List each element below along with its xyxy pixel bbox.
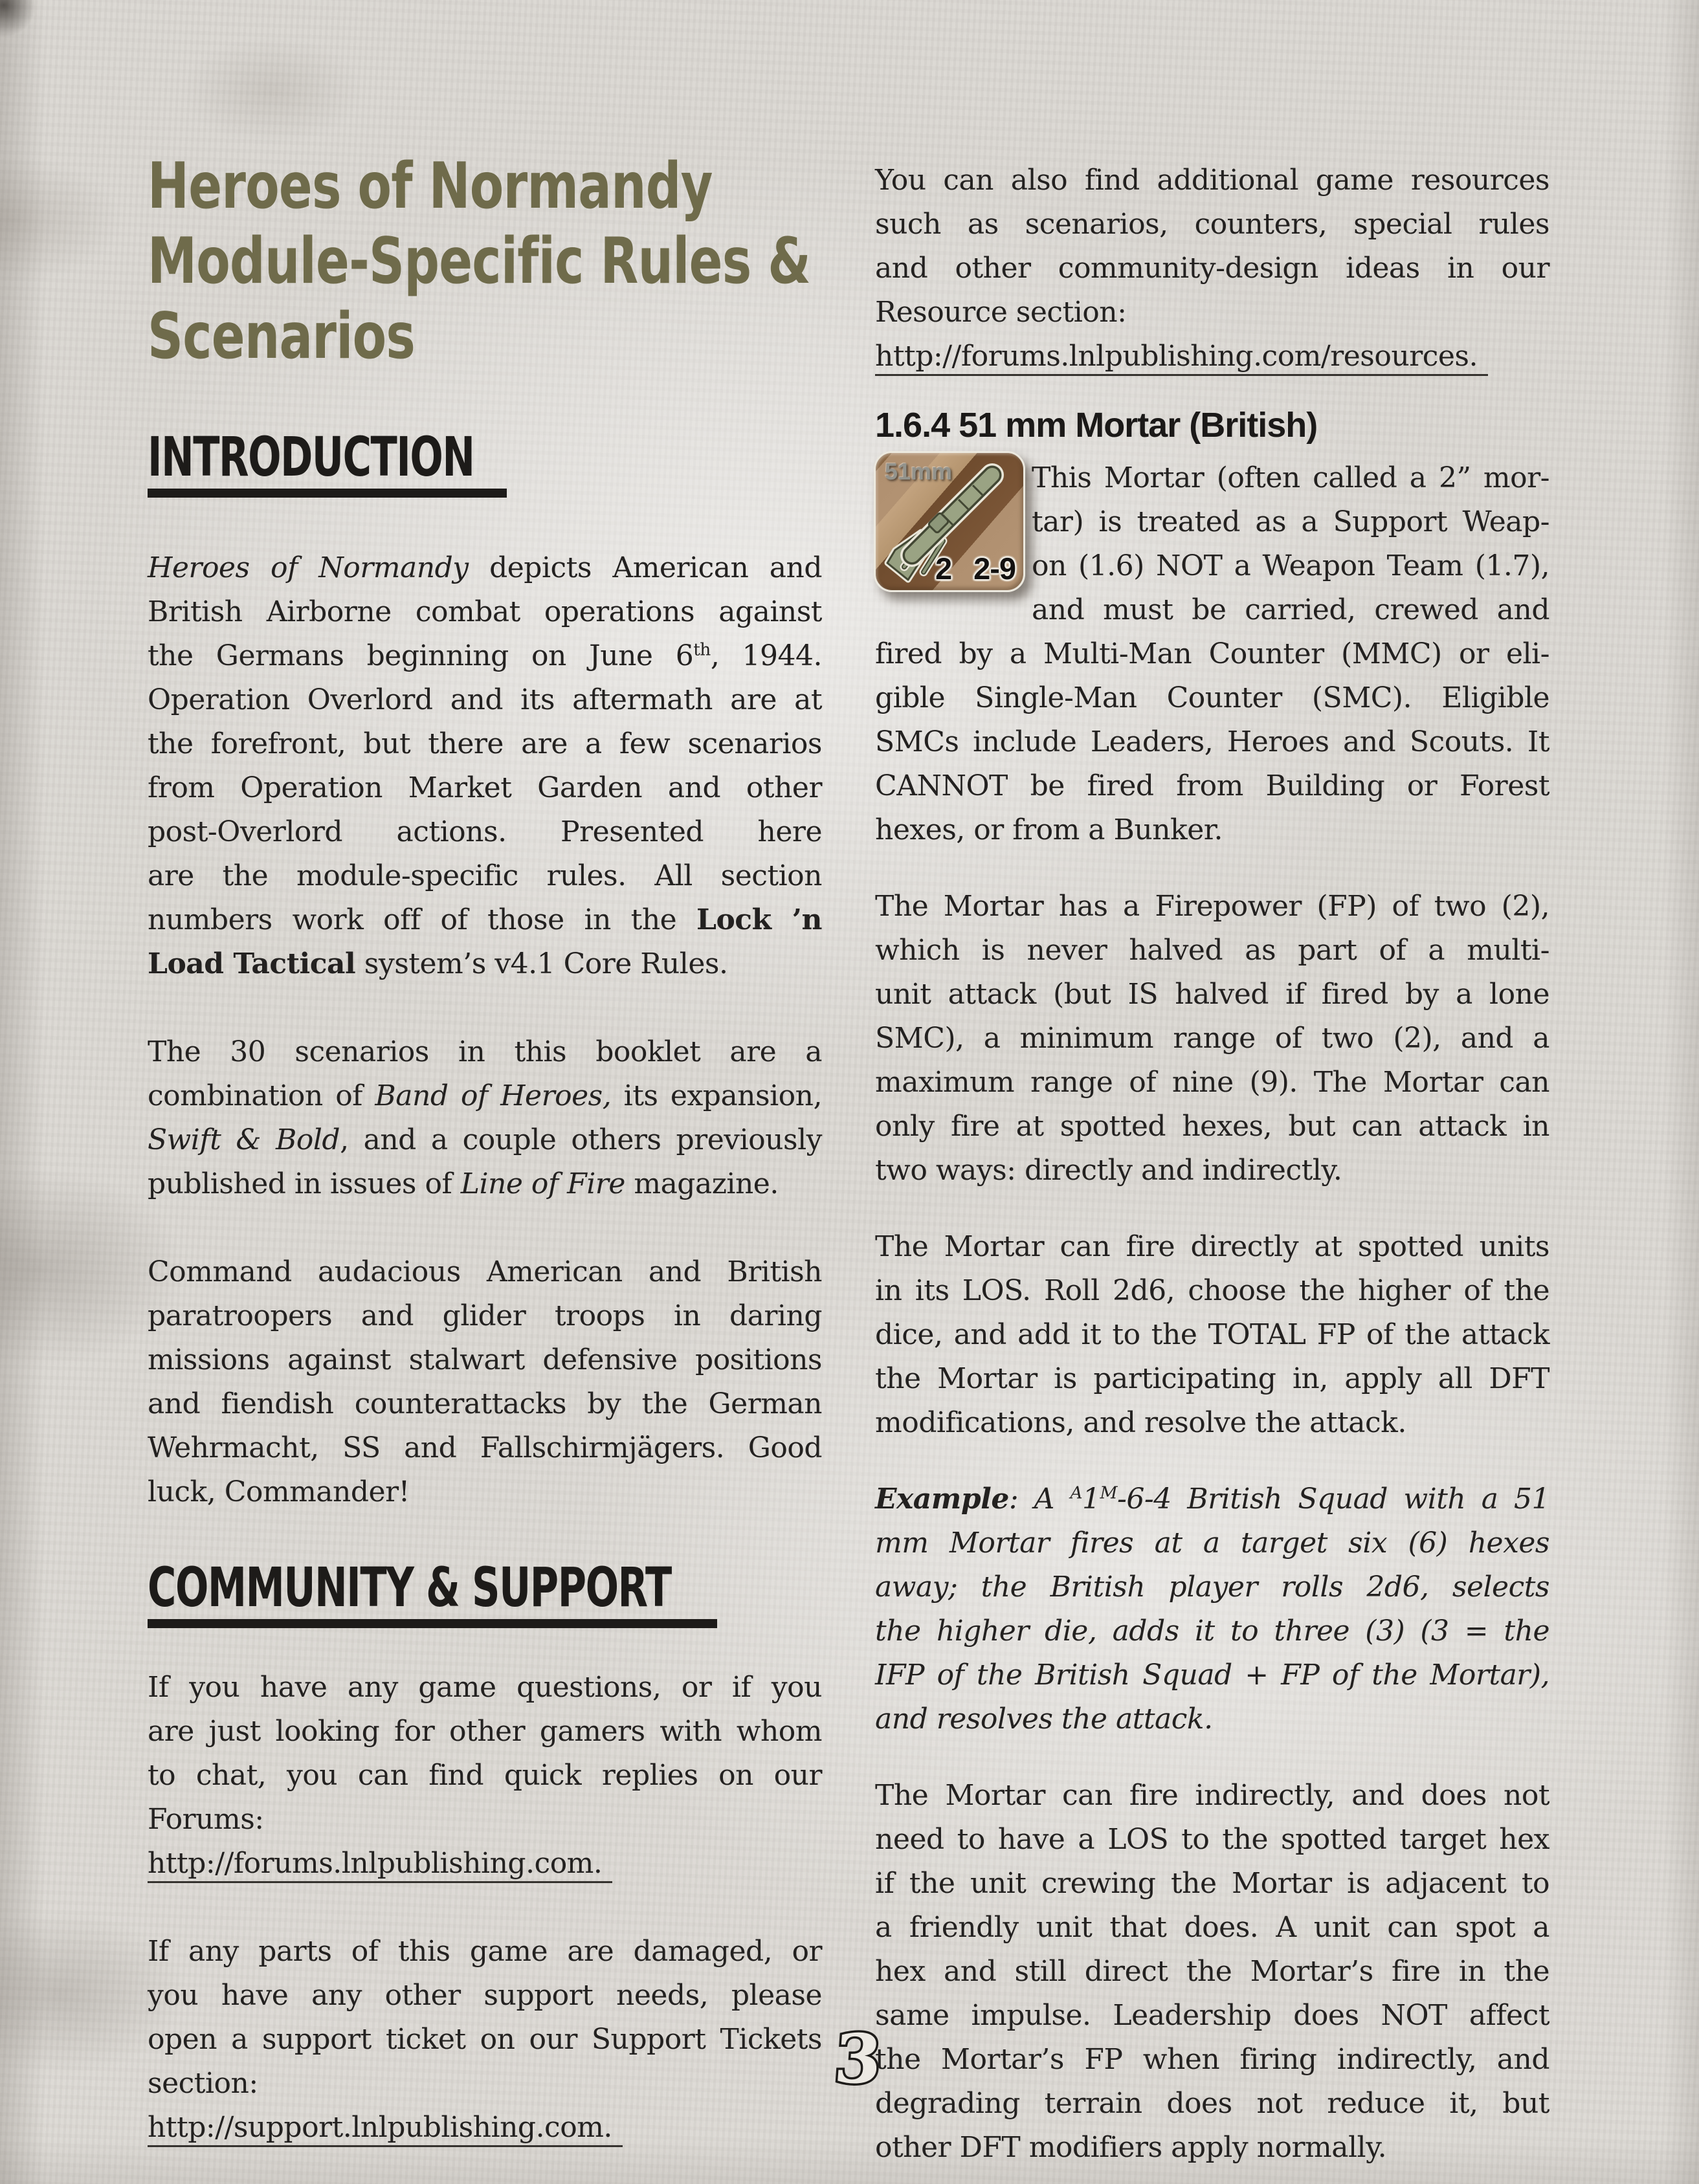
text-segment: you have any other support needs, please — [148, 1979, 822, 2012]
text-line — [875, 1477, 1549, 1521]
page-number-glyph: 3 — [832, 2019, 885, 2099]
text-line — [875, 929, 1549, 973]
intro-paragraph-3 — [148, 1250, 822, 1514]
mortar-section — [875, 456, 1549, 852]
text-segment: the Mortar’s FP when firing indirectly, and — [875, 2043, 1549, 2076]
text-line — [148, 546, 822, 590]
section-heading-introduction — [148, 425, 822, 498]
text-segment: need to have a LOS to the spotted target hex — [875, 1823, 1549, 1856]
text-segment: published in issues of — [148, 1167, 461, 1200]
text-line — [875, 885, 1549, 929]
text-segment: tar) is treated as a Support Weap- — [1032, 505, 1549, 538]
mortar-example-paragraph — [875, 1477, 1549, 1741]
intro-paragraph-2 — [148, 1030, 822, 1206]
text-segment: dice, and add it to the TOTAL FP of the attack — [875, 1318, 1549, 1351]
mortar-paragraph-firepower — [875, 885, 1549, 1193]
text-line — [148, 1426, 822, 1470]
text-segment: SMCs include Leaders, Heroes and Scouts. It — [875, 725, 1549, 758]
text-segment: are the module-specific rules. All section — [148, 859, 822, 892]
text-line — [875, 973, 1549, 1017]
text-segment: th — [693, 639, 711, 660]
section-heading-text: INTRODUCTION — [148, 425, 474, 489]
text-segment: the higher die, adds it to three (3) (3 = the — [875, 1615, 1549, 1648]
text-line — [875, 1697, 1549, 1741]
text-segment: SMC), a minimum range of two (2), and a — [875, 1022, 1549, 1055]
text-segment: and must be carried, crewed and — [1032, 593, 1549, 626]
text-segment: Band of Heroes, — [375, 1079, 612, 1112]
text-line — [148, 766, 822, 810]
text-line — [875, 1401, 1549, 1445]
text-segment: , and a couple others previously — [340, 1123, 822, 1156]
text-segment: Forums: — [148, 1803, 264, 1836]
text-segment: A — [1070, 1483, 1083, 1503]
text-segment: only fire at spotted hexes, but can attack in — [875, 1110, 1549, 1143]
text-line — [148, 942, 822, 986]
text-segment: The Mortar has a Firepower (FP) of two (2), — [875, 890, 1549, 923]
text-line — [148, 1842, 822, 1886]
mortar-paragraph-direct-fire — [875, 1225, 1549, 1445]
text-segment: , 1944. — [710, 639, 822, 672]
text-segment: The Mortar can fire indirectly, and does not — [875, 1779, 1549, 1812]
text-line — [148, 678, 822, 722]
counter-stats — [935, 551, 1016, 586]
text-segment: degrading terrain does not reduce it, but — [875, 2087, 1549, 2120]
text-segment: British Airborne combat operations against — [148, 595, 822, 628]
text-line — [148, 1710, 822, 1754]
text-segment: in its LOS. Roll 2d6, choose the higher of the — [875, 1274, 1549, 1307]
text-line — [875, 203, 1549, 247]
text-segment: IFP of the British Squad + FP of the Mortar), — [875, 1659, 1549, 1692]
text-segment: unit attack (but IS halved if fired by a lone — [875, 978, 1549, 1011]
text-segment: post-Overlord actions. Presented here — [148, 815, 822, 848]
text-segment: if the unit crewing the Mortar is adjacent to — [875, 1867, 1549, 1900]
hyperlink[interactable]: http://forums.lnlpublishing.com. — [148, 1847, 612, 1883]
text-segment: and fiendish counterattacks by the German — [148, 1387, 822, 1420]
text-segment: its expansion, — [611, 1079, 822, 1112]
text-segment: system’s v4.1 Core Rules. — [355, 947, 728, 980]
text-segment: Lock ’n — [696, 903, 822, 936]
text-segment: open a support ticket on our Support Tickets — [148, 2023, 822, 2056]
page-title — [148, 149, 811, 374]
text-line — [875, 676, 1549, 720]
text-segment: mm Mortar fires at a target six (6) hexes — [875, 1527, 1549, 1560]
heading-underline — [148, 1619, 717, 1628]
text-line — [875, 1105, 1549, 1149]
text-segment: paratroopers and glider troops in daring — [148, 1299, 822, 1332]
community-paragraph-support — [148, 1930, 822, 2150]
text-line — [875, 720, 1549, 764]
text-segment: on (1.6) NOT a Weapon Team (1.7), — [1032, 549, 1549, 582]
text-segment: M — [1100, 1483, 1118, 1503]
text-line — [875, 632, 1549, 676]
text-segment: You can also find additional game resources — [875, 164, 1549, 197]
text-segment: section: — [148, 2067, 258, 2100]
page-title-line: Heroes of Normandy — [148, 149, 713, 223]
text-segment: and resolves the attack. — [875, 1703, 1213, 1736]
text-segment: If you have any game questions, or if you — [148, 1671, 822, 1704]
text-line — [148, 1974, 822, 2018]
hyperlink[interactable]: http://support.lnlpublishing.com. — [148, 2111, 623, 2147]
text-line — [148, 810, 822, 854]
page-number — [823, 2018, 901, 2104]
text-segment: Command audacious American and British — [148, 1255, 822, 1288]
text-segment: Line of Fire — [460, 1167, 625, 1200]
text-line — [875, 1906, 1549, 1950]
text-segment: This Mortar (often called a 2” mor- — [1032, 461, 1549, 494]
text-segment: hexes, or from a Bunker. — [875, 813, 1223, 846]
counter-caliber-label: 51mm — [885, 458, 953, 485]
text-segment: Swift & Bold — [148, 1123, 340, 1156]
page-title-line: Module-Specific Rules & — [148, 225, 811, 298]
text-segment: The 30 scenarios in this booklet are a — [148, 1035, 822, 1068]
text-segment: The Mortar can fire directly at spotted units — [875, 1230, 1549, 1263]
text-segment: 1 — [1082, 1483, 1100, 1516]
text-line — [148, 1250, 822, 1294]
text-segment: two ways: directly and indirectly. — [875, 1154, 1342, 1187]
text-segment: depicts American and — [468, 551, 822, 584]
text-segment: Load Tactical — [148, 947, 356, 980]
text-segment: Example — [875, 1483, 1009, 1516]
text-line — [148, 1930, 822, 1974]
text-segment: to chat, you can find quick replies on our — [148, 1759, 822, 1792]
text-line — [875, 1609, 1549, 1653]
text-segment: maximum range of nine (9). The Mortar can — [875, 1066, 1549, 1099]
heading-underline — [148, 489, 507, 498]
text-segment: away; the British player rolls 2d6, selects — [875, 1571, 1549, 1604]
text-segment: the forefront, but there are a few scenarios — [148, 727, 822, 760]
page-title-line: Scenarios — [148, 300, 416, 373]
community-paragraph-forums — [148, 1666, 822, 1886]
text-line — [875, 808, 1549, 852]
text-line — [875, 1818, 1549, 1862]
text-line — [148, 1162, 822, 1206]
text-line — [148, 1382, 822, 1426]
text-line — [875, 1653, 1549, 1697]
text-line — [148, 1294, 822, 1338]
text-line — [148, 2106, 822, 2150]
text-segment: and other community-design ideas in our — [875, 252, 1549, 285]
text-segment: are just looking for other gamers with whom — [148, 1715, 822, 1748]
text-line — [148, 1470, 822, 1514]
text-line — [875, 1313, 1549, 1357]
text-segment: modifications, and resolve the attack. — [875, 1406, 1406, 1439]
text-segment: missions against stalwart defensive positions — [148, 1343, 822, 1376]
text-segment: gible Single-Man Counter (SMC). Eligible — [875, 681, 1549, 714]
text-line — [875, 1269, 1549, 1313]
text-line — [148, 1338, 822, 1382]
text-segment: If any parts of this game are damaged, or — [148, 1935, 822, 1968]
text-segment: numbers work off of those in the — [148, 903, 696, 936]
intro-paragraph-1 — [148, 546, 822, 986]
text-segment: magazine. — [625, 1167, 779, 1200]
counter-firepower: 2 — [935, 551, 952, 586]
text-segment: combination of — [148, 1079, 375, 1112]
right-column — [875, 0, 1549, 2170]
text-line — [875, 764, 1549, 808]
text-line — [875, 2038, 1549, 2082]
text-line — [875, 1994, 1549, 2038]
text-line — [875, 1862, 1549, 1906]
text-line — [875, 1950, 1549, 1994]
text-segment: other DFT modifiers apply normally. — [875, 2131, 1387, 2164]
text-segment: hex and still direct the Mortar’s fire in the — [875, 1955, 1549, 1988]
text-line — [875, 1357, 1549, 1401]
text-line — [148, 722, 822, 766]
text-line — [148, 2062, 822, 2106]
text-segment: the Mortar is participating in, apply all DFT — [875, 1362, 1549, 1395]
text-line — [875, 1061, 1549, 1105]
text-segment: Operation Overlord and its aftermath are at — [148, 683, 822, 716]
text-line — [875, 1521, 1549, 1565]
text-segment: Heroes of Normandy — [148, 551, 469, 584]
text-segment: a friendly unit that does. A unit can spot a — [875, 1911, 1549, 1944]
text-line — [148, 1118, 822, 1162]
text-line — [875, 2126, 1549, 2170]
text-line — [875, 1017, 1549, 1061]
text-line — [875, 1565, 1549, 1609]
text-segment: same impulse. Leadership does NOT affect — [875, 1999, 1549, 2032]
text-segment: Resource section: — [875, 296, 1127, 329]
text-line — [875, 2082, 1549, 2126]
text-line — [875, 291, 1549, 335]
left-column — [148, 0, 822, 2150]
text-line — [875, 1225, 1549, 1269]
text-segment: : A — [1008, 1483, 1071, 1516]
section-heading-community-support — [148, 1556, 822, 1628]
text-line — [875, 588, 1549, 632]
text-line — [148, 590, 822, 634]
51mm-mortar-counter — [874, 451, 1025, 592]
text-segment: -6-4 British Squad with a 51 — [1117, 1483, 1549, 1516]
mortar-paragraph-indirect-fire — [875, 1774, 1549, 2170]
text-line — [148, 854, 822, 898]
text-line — [148, 1030, 822, 1074]
text-segment: Wehrmacht, SS and Fallschirmjägers. Good — [148, 1431, 822, 1464]
hyperlink[interactable]: http://forums.lnlpublishing.com/resources. — [875, 340, 1488, 376]
text-line — [875, 159, 1549, 203]
counter-range: 2-9 — [973, 551, 1016, 586]
subsection-heading-164-mortar: 1.6.4 51 mm Mortar (British) — [875, 406, 1318, 445]
text-line — [148, 634, 822, 678]
text-segment: which is never halved as part of a multi- — [875, 934, 1549, 967]
text-line — [875, 1149, 1549, 1193]
text-segment: CANNOT be fired from Building or Forest — [875, 769, 1549, 802]
text-line — [875, 247, 1549, 291]
text-line — [148, 1074, 822, 1118]
section-heading-text: COMMUNITY & SUPPORT — [148, 1556, 671, 1619]
text-line — [875, 335, 1549, 379]
resources-paragraph — [875, 159, 1549, 379]
text-segment: from Operation Market Garden and other — [148, 771, 822, 804]
text-line — [148, 1754, 822, 1798]
text-segment: the Germans beginning on June 6 — [148, 639, 694, 672]
text-line — [148, 898, 822, 942]
text-line — [148, 1666, 822, 1710]
text-line — [148, 1798, 822, 1842]
text-segment: such as scenarios, counters, special rules — [875, 208, 1549, 241]
text-line — [148, 2018, 822, 2062]
text-segment: luck, Commander! — [148, 1475, 410, 1508]
text-segment: fired by a Multi-Man Counter (MMC) or eli- — [875, 637, 1549, 670]
text-line — [875, 1774, 1549, 1818]
